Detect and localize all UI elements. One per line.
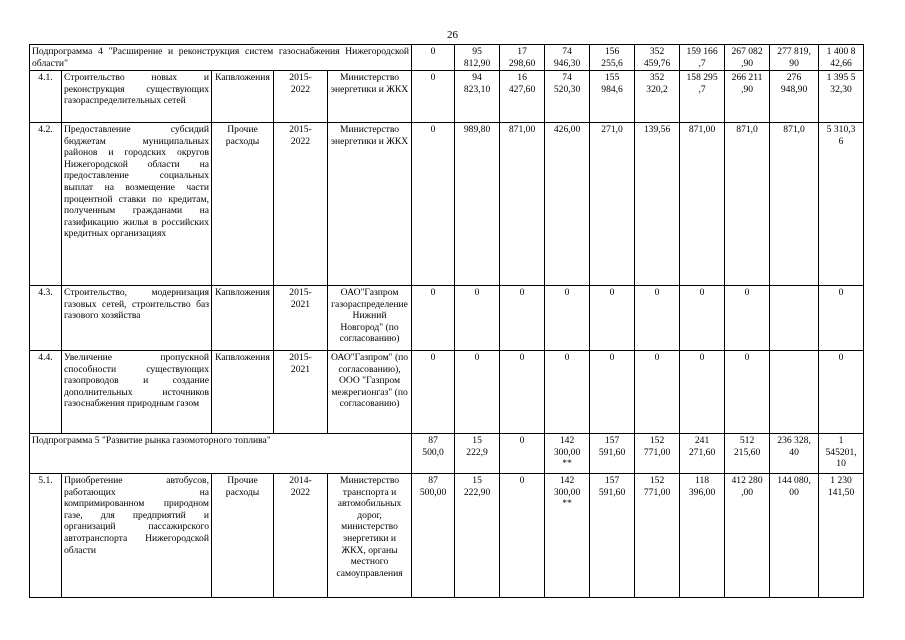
subprogram-5-value: 152 771,00: [635, 434, 680, 474]
row-number: 5.1.: [30, 474, 62, 598]
funding-value: 0: [819, 286, 864, 351]
funding-value: 0: [500, 474, 545, 598]
subprogram-4-value: 1 400 8 42,66: [819, 45, 864, 71]
period: 2015- 2021: [274, 351, 328, 434]
funding-value: 0: [725, 286, 770, 351]
funding-value: 0: [680, 351, 725, 434]
budget-table: [29, 44, 864, 598]
subprogram-5-value: 157 591,60: [590, 434, 635, 474]
funding-value: 0: [590, 351, 635, 434]
row-number: 4.1.: [30, 71, 62, 123]
funding-value: 157 591,60: [590, 474, 635, 598]
subprogram-5-value: 512 215,60: [725, 434, 770, 474]
funding-value: 0: [412, 123, 455, 286]
expense-type: Капвложения: [212, 351, 274, 434]
subprogram-4-row: [30, 45, 864, 71]
subprogram-4-title: Подпрограмма 4 "Расширение и реконструкция систем газоснабжения Нижегородской области": [30, 45, 412, 71]
subprogram-4-value: 74 946,30: [545, 45, 590, 71]
funding-value: 989,80: [455, 123, 500, 286]
funding-value: 5 310,3 6: [819, 123, 864, 286]
executor: Министерство транспорта и автомобильных дорог, министерство энергетики и ЖКХ, органы местного самоуправления: [328, 474, 412, 598]
funding-value: 118 396,00: [680, 474, 725, 598]
funding-value: 871,0: [725, 123, 770, 286]
subprogram-5-row: [30, 434, 864, 474]
funding-value: 0: [500, 286, 545, 351]
expense-type: Прочие расходы: [212, 474, 274, 598]
subprogram-5-value: 1 545201, 10: [819, 434, 864, 474]
subprogram-4-value: 277 819, 90: [770, 45, 819, 71]
funding-value: 0: [725, 351, 770, 434]
executor: Министерство энергетики и ЖКХ: [328, 123, 412, 286]
page-number: 26: [447, 29, 458, 41]
funding-value: 276 948,90: [770, 71, 819, 123]
activity-name: Строительство, модернизация газовых сетей, строительство баз газового хозяйства: [62, 286, 212, 351]
executor: Министерство энергетики и ЖКХ: [328, 71, 412, 123]
row-number: 4.4.: [30, 351, 62, 434]
funding-value: 0: [455, 286, 500, 351]
funding-value: 0: [545, 286, 590, 351]
funding-value: 142 300,00 **: [545, 474, 590, 598]
funding-value: 871,0: [770, 123, 819, 286]
funding-value: 1 395 5 32,30: [819, 71, 864, 123]
funding-value: 0: [680, 286, 725, 351]
subprogram-5-value: 87 500,0: [412, 434, 455, 474]
subprogram-4-value: 159 166 ,7: [680, 45, 725, 71]
funding-value: 94 823,10: [455, 71, 500, 123]
funding-value: 0: [412, 351, 455, 434]
table-row: [30, 286, 864, 351]
expense-type: Капвложения: [212, 71, 274, 123]
funding-value: 352 320,2: [635, 71, 680, 123]
subprogram-5-value: 236 328, 40: [770, 434, 819, 474]
funding-value: 0: [635, 286, 680, 351]
funding-value: 139,56: [635, 123, 680, 286]
funding-value: 87 500,00: [412, 474, 455, 598]
executor: ОАО"Газпром газораспределение Нижний Новгород" (по согласованию): [328, 286, 412, 351]
funding-value: 74 520,30: [545, 71, 590, 123]
funding-value: 0: [412, 71, 455, 123]
funding-value: 16 427,60: [500, 71, 545, 123]
funding-value: 412 280 ,00: [725, 474, 770, 598]
funding-value: 0: [590, 286, 635, 351]
table-row: [30, 351, 864, 434]
row-number: 4.3.: [30, 286, 62, 351]
activity-name: Строительство новых и реконструкция существующих газораспределительных сетей: [62, 71, 212, 123]
period: 2015- 2022: [274, 123, 328, 286]
subprogram-5-value: 15 222,9: [455, 434, 500, 474]
funding-value: 0: [412, 286, 455, 351]
period: 2015- 2021: [274, 286, 328, 351]
funding-value: 0: [635, 351, 680, 434]
activity-name: Приобретение автобусов, работающих на компримированном природном газе, для предприятий и организаций пассажирского автотранспорта Нижегородской области: [62, 474, 212, 598]
funding-value: 0: [455, 351, 500, 434]
subprogram-5-value: 142 300,00 **: [545, 434, 590, 474]
funding-value: 871,00: [680, 123, 725, 286]
subprogram-5-value: 241 271,60: [680, 434, 725, 474]
funding-value: 271,0: [590, 123, 635, 286]
activity-name: Увеличение пропускной способности существующих газопроводов и создание дополнительных источников газоснабжения природным газом: [62, 351, 212, 434]
funding-value: 426,00: [545, 123, 590, 286]
funding-value: 144 080, 00: [770, 474, 819, 598]
table-row: [30, 474, 864, 598]
activity-name: Предоставление субсидий бюджетам муниципальных районов и городских округов Нижегородской области на предоставление социальных выплат на возмещение части процентной ставки по кредитам, полученным гражданами на газификацию жилья в российских кредитных организациях: [62, 123, 212, 286]
subprogram-4-value: 352 459,76: [635, 45, 680, 71]
subprogram-4-value: 156 255,6: [590, 45, 635, 71]
funding-value: 266 211 ,90: [725, 71, 770, 123]
row-number: 4.2.: [30, 123, 62, 286]
subprogram-4-value: 17 298,60: [500, 45, 545, 71]
funding-value: 152 771,00: [635, 474, 680, 598]
subprogram-4-value: 95 812,90: [455, 45, 500, 71]
funding-value: 155 984,6: [590, 71, 635, 123]
funding-value: 1 230 141,50: [819, 474, 864, 598]
funding-value: 0: [500, 351, 545, 434]
funding-value: 871,00: [500, 123, 545, 286]
subprogram-5-value: 0: [500, 434, 545, 474]
table-row: [30, 71, 864, 123]
period: 2015- 2022: [274, 71, 328, 123]
subprogram-4-value: 0: [412, 45, 455, 71]
funding-value: 158 295 ,7: [680, 71, 725, 123]
expense-type: Прочие расходы: [212, 123, 274, 286]
funding-value: 0: [545, 351, 590, 434]
funding-value: 15 222,90: [455, 474, 500, 598]
funding-value: 0: [819, 351, 864, 434]
executor: ОАО"Газпром" (по согласованию), ООО "Газпром межрегионгаз" (по согласованию): [328, 351, 412, 434]
subprogram-4-value: 267 082 ,90: [725, 45, 770, 71]
table-row: [30, 123, 864, 286]
funding-value: [770, 286, 819, 351]
expense-type: Капвложения: [212, 286, 274, 351]
subprogram-5-title: Подпрограмма 5 "Развитие рынка газомоторного топлива": [30, 434, 412, 474]
funding-value: [770, 351, 819, 434]
period: 2014- 2022: [274, 474, 328, 598]
